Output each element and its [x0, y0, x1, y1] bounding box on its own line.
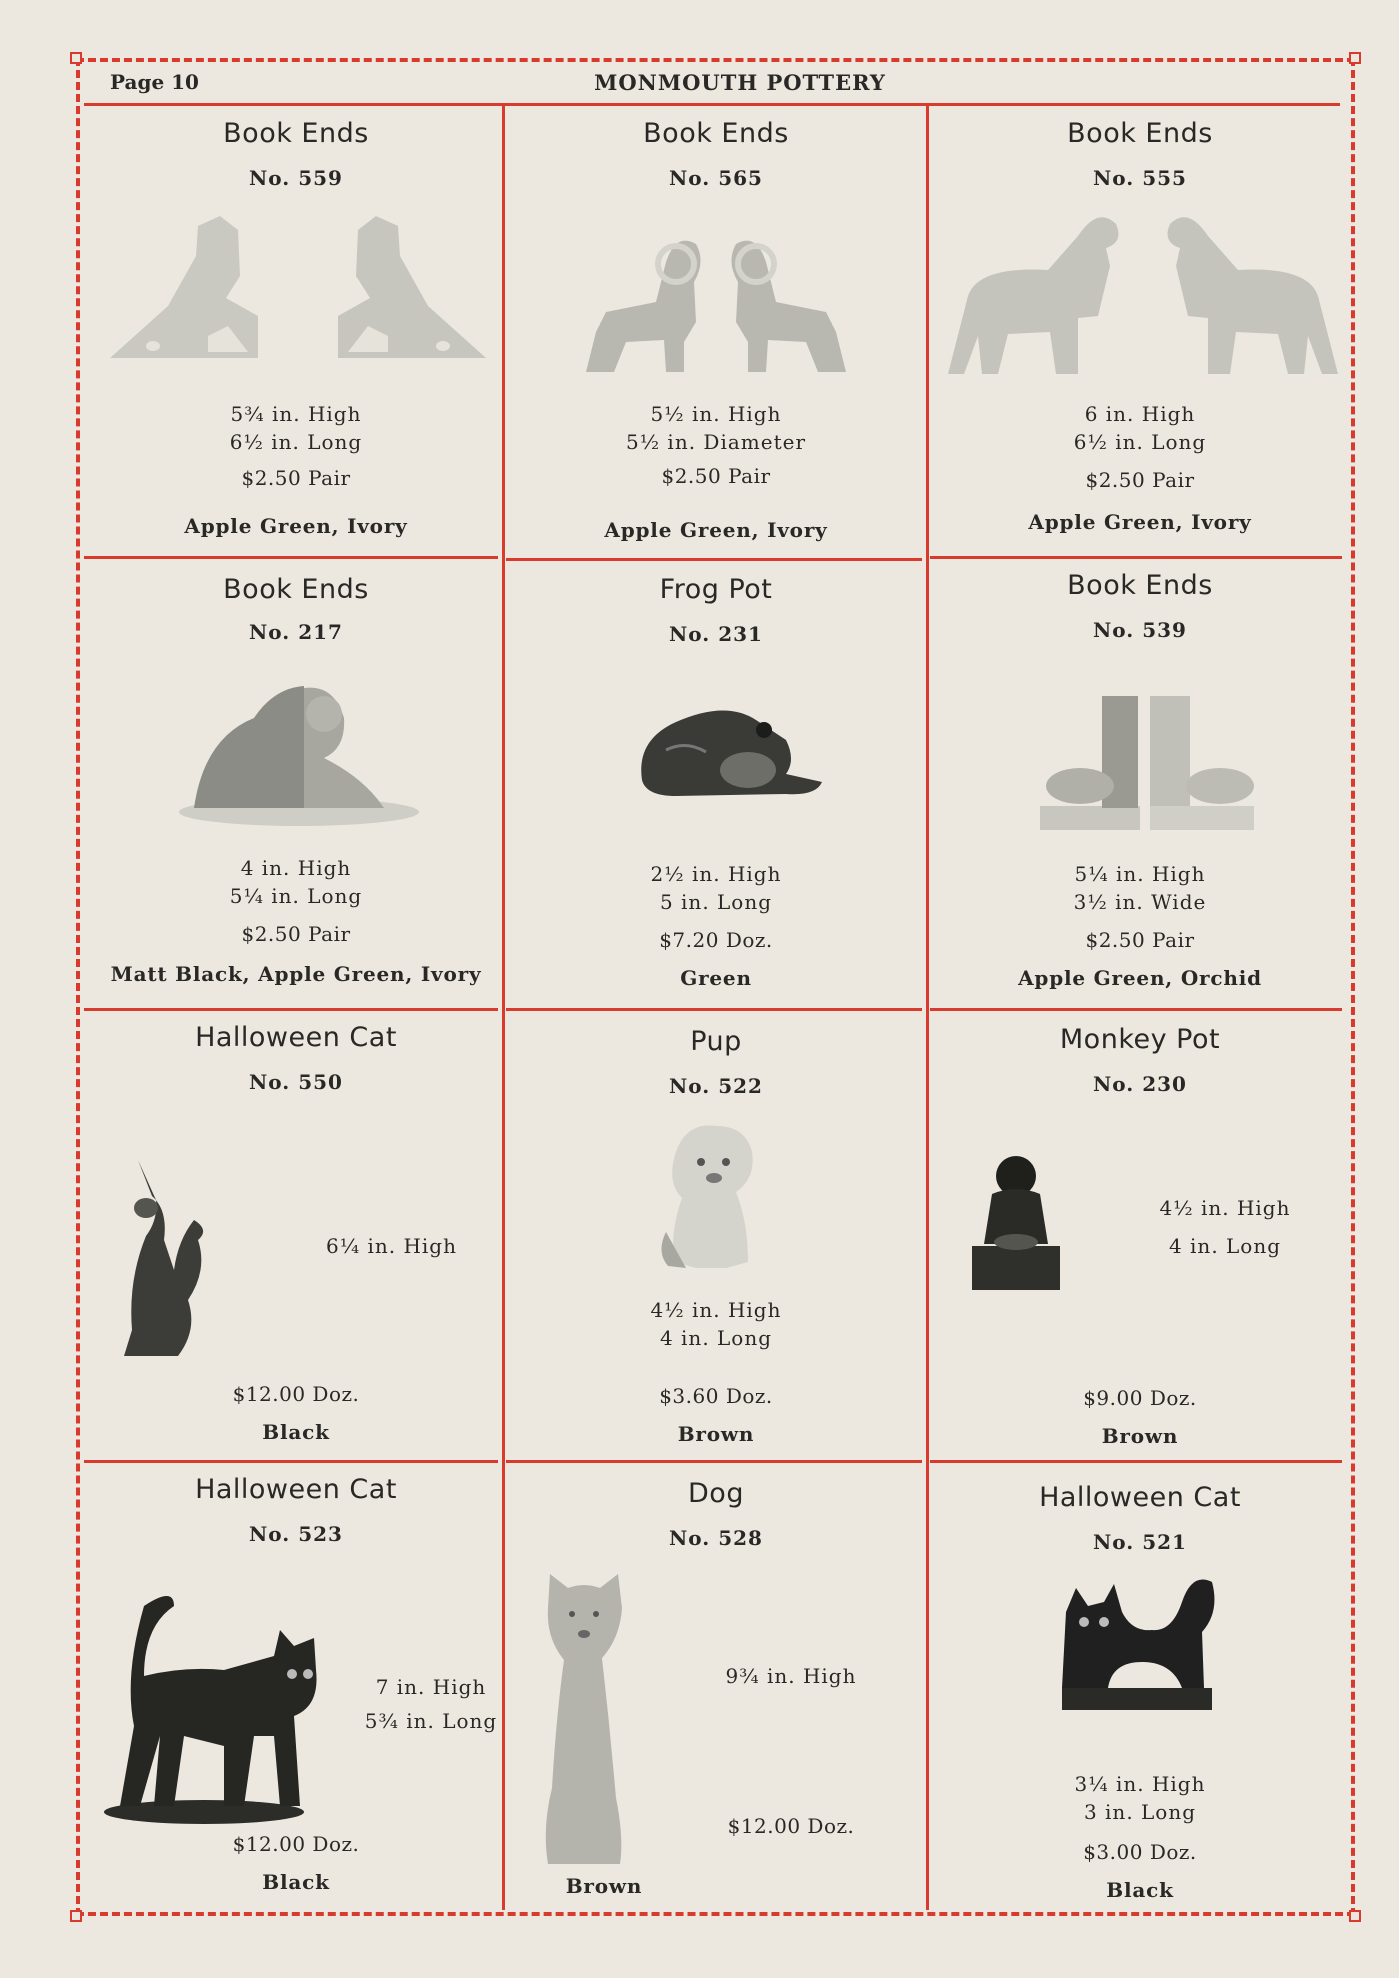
dog-528-photo [540, 1568, 630, 1868]
spec-line: 3½ in. Wide [1073, 890, 1207, 914]
spec-line: 3 in. Long [1083, 1800, 1197, 1824]
page-title: MONMOUTH POTTERY [594, 70, 886, 95]
product-price: $2.50 Pair [1085, 928, 1195, 952]
product-price: $3.60 Doz. [659, 1384, 773, 1408]
product-card [930, 106, 1350, 554]
product-price: $2.50 Pair [241, 466, 351, 490]
product-name: Monkey Pot [1059, 1024, 1221, 1055]
product-number: No. 550 [249, 1070, 343, 1094]
product-name: Dog [688, 1478, 744, 1509]
product-number: No. 555 [1093, 166, 1187, 190]
product-price: $12.00 Doz. [727, 1814, 855, 1838]
product-price: $12.00 Doz. [232, 1832, 360, 1856]
spec-line: 4 in. Long [659, 1326, 773, 1350]
spec-line: 5¾ in. High [230, 402, 362, 426]
halloween-cat-521-photo [1052, 1572, 1222, 1712]
product-colors: Green [680, 966, 752, 990]
product-price: $2.50 Pair [1085, 468, 1195, 492]
spec-line: 7 in. High [375, 1675, 487, 1699]
seated-figure-bookends-photo [174, 678, 424, 828]
product-card [506, 1010, 926, 1458]
product-specs [86, 400, 506, 456]
product-specs [86, 854, 506, 910]
product-price: $12.00 Doz. [232, 1382, 360, 1406]
spec-line: 5¼ in. Long [229, 884, 363, 908]
spec-line: 5¼ in. High [1074, 862, 1206, 886]
page-number: Page 10 [110, 70, 199, 94]
product-specs [930, 1770, 1350, 1826]
product-number: No. 565 [669, 166, 763, 190]
product-number: No. 528 [669, 1526, 763, 1550]
spec-line: 6 in. High [1084, 402, 1196, 426]
spec-line: 4½ in. High [650, 1298, 782, 1322]
product-specs [346, 1670, 516, 1738]
spec-line: 2½ in. High [650, 862, 782, 886]
horse-bookends-photo [108, 206, 488, 366]
product-number: No. 559 [249, 166, 343, 190]
halloween-cat-523-photo [104, 1586, 344, 1826]
product-card [930, 1462, 1350, 1910]
spec-line: 5½ in. High [650, 402, 782, 426]
spec-line: 4½ in. High [1159, 1196, 1291, 1220]
product-card [930, 1010, 1350, 1458]
product-name: Pup [690, 1026, 742, 1057]
product-colors: Black [1106, 1878, 1174, 1902]
spec-line: 5 in. Long [659, 890, 773, 914]
product-specs [506, 1296, 926, 1352]
spec-line: 6¼ in. High [326, 1234, 457, 1258]
product-name: Halloween Cat [1039, 1482, 1241, 1513]
product-colors: Matt Black, Apple Green, Ivory [110, 962, 482, 986]
product-number: No. 523 [249, 1522, 343, 1546]
product-number: No. 539 [1093, 618, 1187, 642]
product-number: No. 521 [1093, 1530, 1187, 1554]
product-number: No. 522 [669, 1074, 763, 1098]
product-price: $2.50 Pair [241, 922, 351, 946]
border-corner [70, 1910, 82, 1922]
product-colors: Brown [1101, 1424, 1179, 1448]
product-colors: Apple Green, Ivory [604, 518, 828, 542]
product-card [86, 106, 506, 554]
product-name: Book Ends [223, 574, 369, 605]
product-colors: Apple Green, Ivory [184, 514, 408, 538]
product-price: $9.00 Doz. [1083, 1386, 1197, 1410]
product-specs [930, 400, 1350, 456]
product-name: Book Ends [223, 118, 369, 149]
product-card [86, 1462, 506, 1910]
spec-line: 4 in. High [240, 856, 352, 880]
spec-line: 3¼ in. High [1074, 1772, 1206, 1796]
pup-photo [656, 1122, 766, 1272]
border-corner [70, 52, 82, 64]
product-name: Book Ends [1067, 118, 1213, 149]
spec-line: 6½ in. Long [229, 430, 363, 454]
product-card [506, 558, 926, 1006]
product-number: No. 217 [249, 620, 343, 644]
product-name: Frog Pot [659, 574, 773, 605]
halloween-cat-550-photo [108, 1160, 218, 1360]
ram-bookends-photo [566, 222, 866, 382]
product-number: No. 231 [669, 622, 763, 646]
product-specs [1130, 1194, 1320, 1260]
product-colors: Apple Green, Ivory [1028, 510, 1252, 534]
product-name: Book Ends [643, 118, 789, 149]
product-specs [506, 400, 926, 456]
product-name: Halloween Cat [195, 1474, 397, 1505]
product-name: Halloween Cat [195, 1022, 397, 1053]
product-colors: Apple Green, Orchid [1018, 966, 1262, 990]
spec-line: 6½ in. Long [1073, 430, 1207, 454]
bowl-bookends-photo [1040, 686, 1260, 836]
product-card [86, 558, 506, 1006]
product-colors: Black [262, 1420, 330, 1444]
product-price: $2.50 Pair [661, 464, 771, 488]
product-card [506, 1462, 926, 1910]
product-name: Book Ends [1067, 570, 1213, 601]
product-specs [506, 860, 926, 916]
spec-line: 5¾ in. Long [364, 1709, 498, 1733]
elephant-bookends-photo [938, 206, 1348, 386]
product-card [86, 1010, 506, 1458]
frog-pot-photo [636, 700, 826, 800]
border-corner [1349, 52, 1361, 64]
product-colors: Black [262, 1870, 330, 1894]
product-specs [326, 1232, 476, 1260]
product-specs [706, 1662, 876, 1690]
product-specs [930, 860, 1350, 916]
product-card [506, 106, 926, 554]
product-colors: Brown [677, 1422, 755, 1446]
product-number: No. 230 [1093, 1072, 1187, 1096]
product-price: $7.20 Doz. [659, 928, 773, 952]
monkey-pot-photo [972, 1154, 1062, 1294]
spec-line: 5½ in. Diameter [625, 430, 807, 454]
column-divider [926, 106, 929, 1910]
product-card [930, 558, 1350, 1006]
border-corner [1349, 1910, 1361, 1922]
product-price: $3.00 Doz. [1083, 1840, 1197, 1864]
spec-line: 4 in. Long [1168, 1234, 1282, 1258]
product-colors: Brown [565, 1874, 643, 1898]
spec-line: 9¾ in. High [725, 1664, 857, 1688]
